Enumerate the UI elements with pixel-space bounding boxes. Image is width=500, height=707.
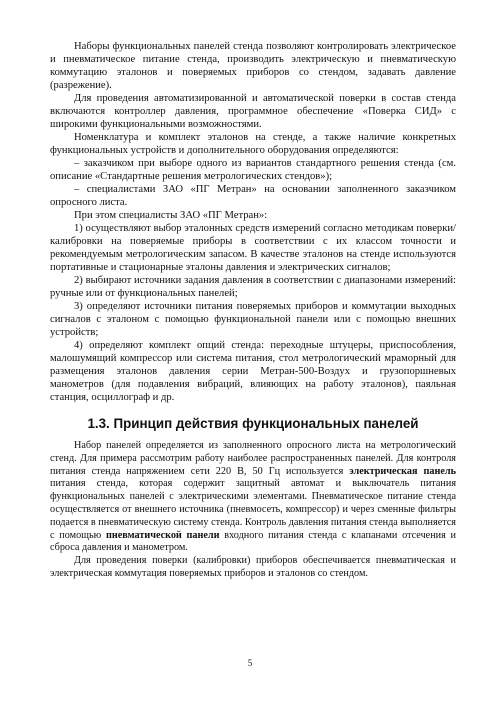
list-item-4: 4) определяют комплект опций стенда: переходные штуцеры, приспособления, малошумящий компрессор или система питания, стол метрологический мраморный для размещения эталонов давления серии Метран-500-Воздух и грузопоршневых манометров (для подавления вибраций, влияющих на работу эталонов), паяльная станция, осциллограф и др. (50, 340, 456, 403)
pneumatic-panel-term: пневматической панели (106, 529, 220, 541)
section-body (50, 440, 456, 581)
section-paragraph-1 (50, 440, 456, 555)
section-paragraph-2: Для проведения поверки (калибровки) приборов обеспечивается пневматическая и электрическая коммутация поверяемых приборов и эталонов со стендом. (50, 555, 456, 579)
electric-panel-term: электрическая панель (349, 465, 456, 477)
list-item-customer: – заказчиком при выборе одного из вариантов стандартного решения стенда (см. описание «Стандартные решения метрологических стендов»); (50, 158, 456, 182)
paragraph-specialists-intro: При этом специалисты ЗАО «ПГ Метран»: (74, 210, 268, 221)
page-number: 5 (247, 658, 253, 668)
paragraph-automation: Для проведения автоматизированной и автоматической поверки в состав стенда включаются контроллер давления, программное обеспечение «Поверка СИД» с широкими функциональными возможностями. (50, 93, 456, 130)
list-item-3: 3) определяют источники питания поверяемых приборов и коммутации выходных сигналов с эталоном с помощью функциональной панели или с помощью внешних устройств; (50, 301, 456, 338)
section-heading: 1.3. Принцип действия функциональных панелей (87, 416, 419, 431)
section-text-part-a: Набор панелей определяется из заполненного опросного листа на метрологический стенд. Для примера рассмотрим работу наиболее распространенных панелей. Для контроля питания стенда напряжением сети 220 В, 50 Гц используется (50, 440, 456, 477)
section-text-part-e: входного питания стенда с клапанами отсечения и сброса давления и манометром. (50, 529, 457, 554)
list-item-1: 1) осуществляют выбор эталонных средств измерений согласно методикам поверки/калибровки на поверяемые приборы в соответствии с их классом точности и рекомендуемым метрологическим запасом. В качестве эталонов на стенде используются портативные и стационарные эталоны давления и электрических сигналов; (50, 223, 456, 273)
list-item-2: 2) выбирают источники задания давления в соответствии с диапазонами измерений: ручные или от функциональных панелей; (50, 275, 456, 299)
section-text-part-c: питания стенда, которая содержит защитный автомат и выключатель питания функциональных панелей с электрическими элементами. Пневматическое питание стенда осуществляется от внешнего источника (пневмосеть, компрессор) и через сменные фильтры подается в пневматическую систему стенда. Контроль давления питания стенда выполняется с помощью (50, 478, 456, 541)
paragraph-intro: Наборы функциональных панелей стенда позволяют контролировать электрическое и пневматическое питание стенда, производить электрическую и пневматическую коммутацию эталонов и поверяемых приборов со стендом, задавать давление (разрежение). (50, 41, 456, 91)
paragraph-nomenclature: Номенклатура и комплект эталонов на стенде, а также наличие конкретных функциональных устройств и дополнительного оборудования определяются: (50, 132, 456, 156)
list-item-specialists: – специалистами ЗАО «ПГ Метран» на основании заполненного заказчиком опросного листа. (50, 184, 456, 208)
